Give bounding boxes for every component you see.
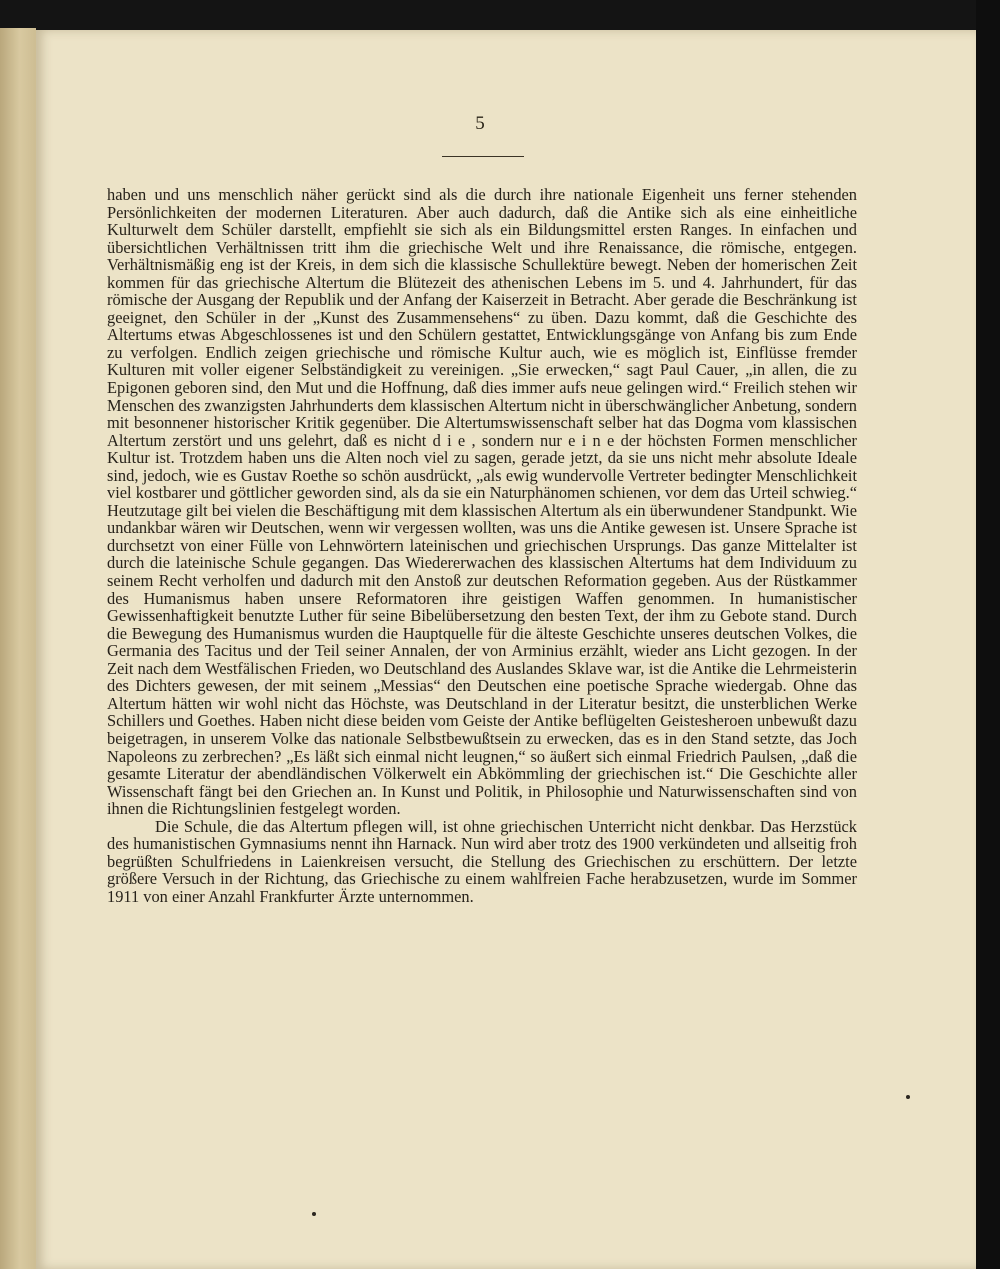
ink-speck (906, 1095, 910, 1099)
page-number-rule (442, 156, 524, 157)
page-number: 5 (475, 113, 485, 134)
body-text (107, 186, 857, 905)
ink-speck (312, 1212, 316, 1216)
right-border (976, 0, 1000, 1269)
paragraph-2: Die Schule, die das Altertum pflegen will, ist ohne griechischen Unterricht nicht denkbar. Das Herzstück des humanistischen Gymnasiums nennt ihn Harnack. Nun wird aber trotz des 1900 verkündeten und allseitig froh begrüßten Schulfriedens in Laienkreisen versucht, die Stellung des Griechischen zu erschüttern. Der letzte größere Versuch in der Richtung, das Griechische zu einem wahlfreien Fache herabzusetzen, wurde im Sommer 1911 von einer Anzahl Frankfurter Ärzte unternommen. (107, 816, 857, 906)
left-page-edge (0, 28, 36, 1269)
paragraph-1: haben und uns menschlich näher gerückt sind als die durch ihre nationale Eigenheit uns ferner stehenden Persönlichkeiten der modernen Literaturen. Aber auch dadurch, daß die Antike sich als eine einheitliche Kulturwelt dem Schüler darstellt, empfiehlt sie sich als ein Bildungsmittel ersten Ranges. In einfachen und übersichtlichen Verhältnissen tritt ihm die griechische Welt und ihre Renaissance, die römische, entgegen. Verhältnismäßig eng ist der Kreis, in dem sich die klassische Schullektüre bewegt. Neben der homerischen Zeit kommen für das griechische Altertum die Blütezeit des athenischen Lebens im 5. und 4. Jahrhundert, für das römische der Ausgang der Republik und der Anfang der Kaiserzeit in Betracht. Aber gerade die Beschränkung ist geeignet, den Schüler in der „Kunst des Zusammensehens“ zu üben. Dazu kommt, daß die Geschichte des Altertums etwas Abgeschlossenes ist und den Schülern gestattet, Entwicklungsgänge von Anfang bis zum Ende zu verfolgen. Endlich zeigen griechische und römische Kultur auch, wie es möglich ist, Einflüsse fremder Kulturen mit voller eigener Selbständigkeit zu vereinigen. „Sie erwecken,“ sagt Paul Cauer, „in allen, die zu Epigonen geboren sind, den Mut und die Hoffnung, daß dies immer aufs neue gelingen wird.“ Freilich stehen wir Menschen des zwanzigsten Jahrhunderts dem klassischen Altertum nicht in überschwänglicher Anbetung, sondern mit besonnener historischer Kritik gegenüber. Die Altertumswissenschaft selber hat das Dogma vom klassischen Altertum zerstört und uns gelehrt, daß es nicht d i e , sondern nur e i n e der höchsten Formen menschlicher Kultur ist. Trotzdem haben uns die Alten noch viel zu sagen, gerade jetzt, da sie uns nicht mehr absolute Ideale sind, jedoch, wie es Gustav Roethe so schön ausdrückt, „als ewig wundervolle Vertreter bedingter Menschlichkeit viel kostbarer und göttlicher geworden sind, als da sie ein Naturphänomen schienen, vor dem das Urteil schwieg.“ Heutzutage gilt bei vielen die Beschäftigung mit dem klassischen Altertum als ein überwundener Standpunkt. Wie undankbar wären wir Deutschen, wenn wir vergessen wollten, was uns die Antike gewesen ist. Unsere Sprache ist durchsetzt von einer Fülle von Lehnwörtern lateinischen und griechischen Ursprungs. Das ganze Mittelalter ist durch die lateinische Schule gegangen. Das Wiedererwachen des klassischen Altertums hat dem Individuum zu seinem Recht verholfen und dadurch mit den Anstoß zur deutschen Reformation gegeben. Aus der Rüstkammer des Humanismus haben unsere Reformatoren ihre geistigen Waffen genommen. In humanistischer Gewissenhaftigkeit benutzte Luther für seine Bibelübersetzung den besten Text, der ihm zu Gebote stand. Durch die Bewegung des Humanismus wurden die Hauptquelle für die älteste Geschichte unseres deutschen Volkes, die Germania des Tacitus und der Teil seiner Annalen, der von Arminius erzählt, wieder ans Licht gezogen. In der Zeit nach dem Westfälischen Frieden, wo Deutschland des Auslandes Sklave war, ist die Antike die Lehrmeisterin des Dichters gewesen, der mit seinem „Messias“ den Deutschen eine poetische Sprache wiedergab. Ohne das Altertum hätten wir wohl nicht das Höchste, was Deutschland in der Literatur besitzt, die unsterblichen Werke Schillers und Goethes. Haben nicht diese beiden vom Geiste der Antike beflügelten Geistesheroen unbewußt dazu beigetragen, in unserem Volke das nationale Selbstbewußtsein zu erwecken, das es in den Stand setzte, das Joch Napoleons zu zerbrechen? „Es läßt sich einmal nicht leugnen,“ so äußert sich einmal Friedrich Paulsen, „daß die gesamte Literatur der abendländischen Völkerwelt ein Abkömmling der griechischen ist.“ Die Geschichte aller Wissenschaft fängt bei den Griechen an. In Kunst und Politik, in Philosophie und Naturwissenschaften sind von ihnen die Richtungslinien festgelegt worden. (107, 185, 857, 819)
